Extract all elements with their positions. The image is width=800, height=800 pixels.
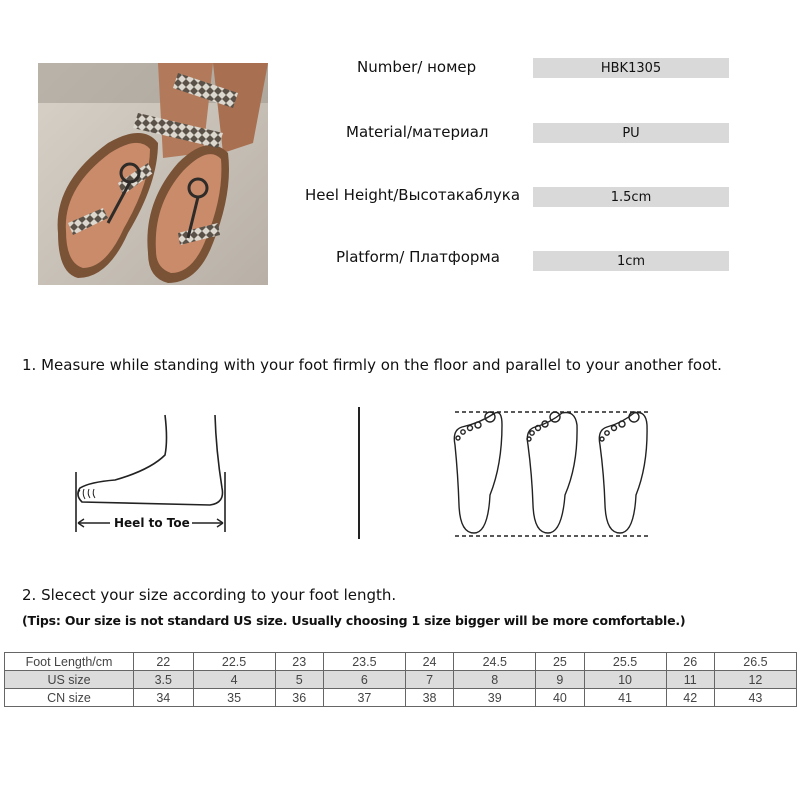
size-table — [4, 652, 797, 707]
table-cell: 24.5 — [454, 653, 536, 671]
table-cell: 35 — [193, 689, 275, 707]
table-cell: 23 — [275, 653, 323, 671]
table-cell: 9 — [536, 671, 584, 689]
table-cell: 22.5 — [193, 653, 275, 671]
heel-height-label: Heel Height/Высотакаблука — [305, 186, 521, 204]
heel-height-value: 1.5cm — [533, 187, 729, 207]
heel-to-toe-label: Heel to Toe — [114, 516, 190, 530]
table-cell: 37 — [323, 689, 405, 707]
table-cell: 36 — [275, 689, 323, 707]
table-cell: 41 — [584, 689, 666, 707]
table-cell: 26 — [666, 653, 714, 671]
table-row — [5, 653, 797, 671]
platform-value: 1cm — [533, 251, 729, 271]
table-cell: 10 — [584, 671, 666, 689]
row-header: Foot Length/cm — [5, 653, 134, 671]
table-cell: 25 — [536, 653, 584, 671]
table-cell: 40 — [536, 689, 584, 707]
table-cell: 38 — [405, 689, 453, 707]
size-tip: (Tips: Our size is not standard US size. Usually choosing 1 size bigger will be more comfortable.) — [22, 613, 686, 628]
table-cell: 25.5 — [584, 653, 666, 671]
row-header: CN size — [5, 689, 134, 707]
table-cell: 8 — [454, 671, 536, 689]
table-cell: 6 — [323, 671, 405, 689]
table-row — [5, 689, 797, 707]
material-label: Material/материал — [346, 123, 489, 141]
number-value: HBK1305 — [533, 58, 729, 78]
top-feet-diagram — [450, 405, 655, 540]
table-cell: 34 — [134, 689, 194, 707]
table-cell: 42 — [666, 689, 714, 707]
table-cell: 5 — [275, 671, 323, 689]
table-cell: 39 — [454, 689, 536, 707]
step-2-instruction: 2. Slecect your size according to your foot length. — [22, 586, 397, 604]
table-cell: 24 — [405, 653, 453, 671]
platform-label: Platform/ Платформа — [336, 248, 500, 266]
product-photo — [38, 63, 268, 285]
table-cell: 12 — [714, 671, 796, 689]
row-header: US size — [5, 671, 134, 689]
diagram-divider — [358, 407, 360, 539]
table-cell: 11 — [666, 671, 714, 689]
table-cell: 7 — [405, 671, 453, 689]
table-row — [5, 671, 797, 689]
number-label: Number/ номер — [357, 58, 477, 76]
material-value: PU — [533, 123, 729, 143]
table-cell: 26.5 — [714, 653, 796, 671]
table-cell: 4 — [193, 671, 275, 689]
side-foot-diagram — [70, 410, 235, 535]
table-cell: 43 — [714, 689, 796, 707]
table-cell: 22 — [134, 653, 194, 671]
table-cell: 3.5 — [134, 671, 194, 689]
step-1-instruction: 1. Measure while standing with your foot firmly on the floor and parallel to your another foot. — [22, 356, 722, 374]
table-cell: 23.5 — [323, 653, 405, 671]
